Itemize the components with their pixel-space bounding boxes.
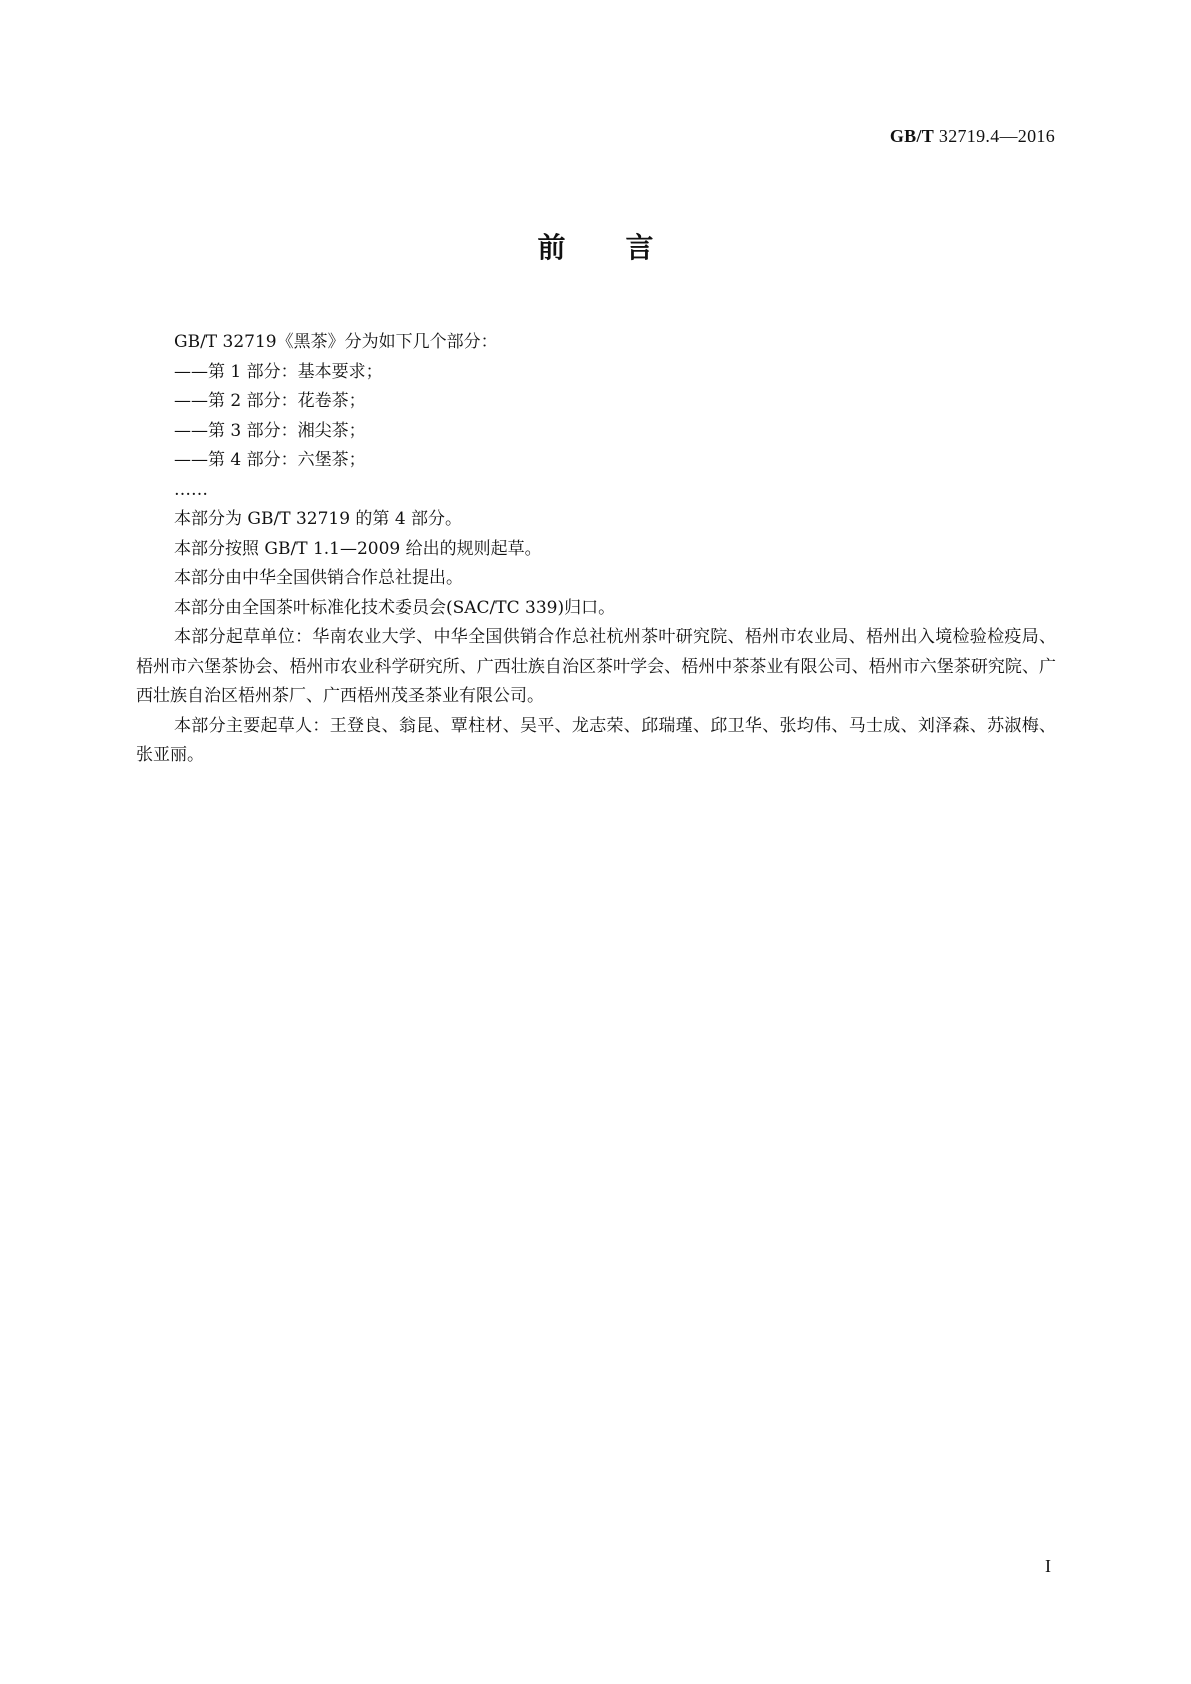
paragraph-jurisdiction: 本部分由全国茶叶标准化技术委员会(SAC/TC 339)归口。 [174, 597, 616, 618]
foreword-body [136, 328, 1056, 771]
paragraph-part-statement: 本部分为 GB/T 32719 的第 4 部分。 [174, 509, 463, 529]
paragraph-drafting-rules: 本部分按照 GB/T 1.1—2009 给出的规则起草。 [174, 538, 542, 559]
paragraph-drafters: 本部分主要起草人：王登良、翁昆、覃柱材、吴平、龙志荣、邱瑞瑾、邱卫华、张均伟、马士成、刘泽森、苏淑梅、张亚丽。 [136, 715, 1056, 765]
standard-prefix: GB/T [889, 126, 935, 146]
paragraph-drafting-units: 本部分起草单位：华南农业大学、中华全国供销合作总社杭州茶叶研究院、梧州市农业局、梧州出入境检验检疫局、梧州市六堡茶协会、梧州市农业科学研究所、广西壮族自治区茶叶学会、梧州中茶茶业有限公司、梧州市六堡茶研究院、广西壮族自治区梧州茶厂、广西梧州茂圣茶业有限公司。 [136, 627, 1056, 706]
standard-number: 32719.4—2016 [938, 126, 1055, 146]
list-item-part-3: ——第 3 部分：湘尖茶； [174, 420, 366, 441]
paragraph-proposer: 本部分由中华全国供销合作总社提出。 [174, 568, 463, 588]
intro-paragraph: GB/T 32719《黑茶》分为如下几个部分： [174, 332, 498, 352]
list-ellipsis: …… [174, 479, 208, 500]
list-item-part-2: ——第 2 部分：花卷茶； [174, 391, 366, 411]
page-number: I [1045, 1556, 1051, 1576]
list-item-part-4: ——第 4 部分：六堡茶； [174, 450, 366, 470]
standard-code [890, 126, 1055, 147]
page-title: 前言 [537, 231, 714, 264]
list-item-part-1: ——第 1 部分：基本要求； [174, 361, 383, 382]
